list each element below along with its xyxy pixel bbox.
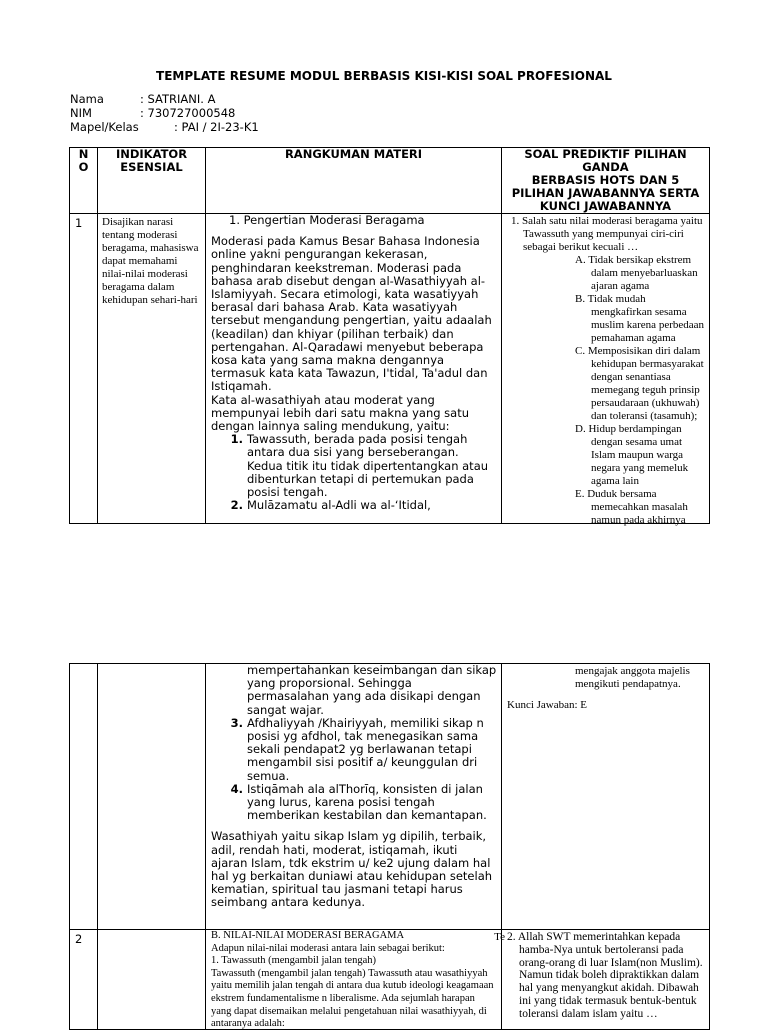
materi-cell bbox=[206, 664, 502, 930]
materi-paragraph: Kata al-wasathiyah atau moderat yang mempunyai lebih dari satu makna yang satu dengan lainnya saling mendukung, yaitu: bbox=[211, 392, 470, 434]
answer-option: A. Tidak bersikap ekstrem dalam menyebarluaskan ajaran agama bbox=[575, 254, 698, 292]
answer-option: mengajak anggota majelis mengikuti pendapatnya. bbox=[575, 665, 690, 690]
info-mapel bbox=[70, 120, 259, 134]
header-text: PILIHAN JAWABANNYA SERTA bbox=[511, 186, 700, 200]
header-materi bbox=[206, 148, 502, 214]
answer-option: E. Duduk bersama memecahkan masalah namun pada akhirnya bbox=[575, 488, 688, 526]
overlap-text: Te bbox=[494, 931, 505, 943]
soal-cell bbox=[502, 664, 710, 930]
header-text: KUNCI JAWABANNYA bbox=[539, 199, 672, 213]
soal-cell bbox=[502, 930, 710, 1030]
header-text: RANGKUMAN MATERI bbox=[284, 147, 423, 161]
header-text: O bbox=[78, 160, 89, 174]
row-number bbox=[70, 664, 98, 930]
materi-line: 1. Tawassuth (mengambil jalan tengah) bbox=[211, 955, 376, 967]
info-label: Mapel/Kelas bbox=[70, 120, 139, 134]
row-number: 2 bbox=[70, 930, 98, 1030]
header-text: INDIKATOR bbox=[115, 147, 188, 161]
materi-list bbox=[211, 433, 497, 512]
answer-option: B. Tidak mudah mengkafirkan sesama muslim karena perbedaan pemahaman agama bbox=[575, 293, 705, 344]
header-text: SOAL PREDIKTIF PILIHAN bbox=[524, 147, 687, 161]
question-text: 1. Salah satu nilai moderasi beragama yaitu Tawassuth yang mempunyai ciri-ciri sebagai berikut kecuali … bbox=[511, 215, 703, 253]
list-item: 2. Mulāzamatu al-Adli wa al-‘Itidal, bbox=[247, 499, 497, 512]
list-item: 1. Tawassuth, berada pada posisi tengah antara dua sisi yang berseberangan. Kedua titik itu tidak dipertentangkan atau dibenturkan tetapi di pertemukan pada posisi tengah. bbox=[247, 433, 497, 499]
answer-option: C. Memposisikan diri dalam kehidupan bermasyarakat dengan senantiasa memegang teguh prinsip persaudaraan (ukhuwah) dan toleransi (tasamuh); bbox=[575, 345, 704, 422]
table-row bbox=[70, 664, 710, 930]
header-text: GANDA bbox=[582, 160, 629, 174]
materi-list-title: 1. Pengertian Moderasi Beragama bbox=[229, 213, 425, 227]
answer-key: Kunci Jawaban: E bbox=[507, 699, 588, 711]
table-row bbox=[70, 930, 710, 1030]
list-item: 4. Istiqāmah ala alThorīq, konsisten di jalan yang lurus, karena posisi tengah memberikan kestabilan dan kemantapan. bbox=[247, 783, 497, 823]
info-nim bbox=[70, 106, 235, 120]
info-value: : 730727000548 bbox=[140, 106, 236, 120]
materi-cell bbox=[206, 214, 502, 524]
row-number: 1 bbox=[70, 214, 98, 524]
section-heading: B. NILAI-NILAI MODERASI BERAGAMA bbox=[211, 930, 405, 941]
materi-paragraph: Wasathiyah yaitu sikap Islam yg dipilih, terbaik, adil, rendah hati, moderat, istiqamah, ikuti ajaran Islam, tdk ekstrim u/ ke2 ujung dalam hal hal yg berkaitan duniawi atau kehidupan setelah kematian, spiritual tau jasmani tetapi harus seimbang antara kedunya. bbox=[211, 829, 493, 910]
info-value: : SATRIANI. A bbox=[140, 92, 216, 106]
info-label: Nama bbox=[70, 92, 104, 106]
header-no bbox=[70, 148, 98, 214]
materi-paragraph: Tawassuth (mengambil jalan tengah) Tawassuth atau wasathiyyah yaitu memilih jalan tengah di antara dua kutub ideologi keagamaan ekstrem fundamentalisme n liberalisme. Ada sejumlah harapan yang dapat disemaikan melalui pengetahuan nilai wasathiyyah, di antaranya adalah: bbox=[211, 967, 494, 1030]
answer-options bbox=[507, 254, 706, 527]
indikator-cell bbox=[98, 664, 206, 930]
indikator-cell bbox=[98, 930, 206, 1030]
info-value: : PAI / 2I-23-K1 bbox=[174, 120, 259, 134]
resume-table-continued bbox=[69, 663, 710, 1030]
list-item: 3. Afdhaliyyah /Khairiyyah, memiliki sikap n posisi yg afdhol, tak menegasikan sama sekali pendapat2 yg berlawanan tetapi mengambil sisi positif a/ keunggulan dri semua. bbox=[247, 717, 497, 783]
answer-option: D. Hidup berdampingan dengan sesama umat Islam maupun warga negara yang memeluk agama lain bbox=[575, 423, 689, 487]
table-row bbox=[70, 214, 710, 524]
info-label: NIM bbox=[70, 106, 92, 120]
indikator-cell: Disajikan narasi tentang moderasi beragama, mahasiswa dapat memahami nilai-nilai moderasi beragama dalam kehidupan sehari-hari bbox=[98, 214, 206, 524]
header-indikator bbox=[98, 148, 206, 214]
materi-paragraph: Moderasi pada Kamus Besar Bahasa Indonesia online yakni pengurangan kekerasan, penghindaran keekstreman. Moderasi pada bahasa arab disebut dengan al-Wasathiyyah al-Islamiyyah. Secara etimologi, kata wasatiyyah berasal dari bahasa Arab. Kata wasatiyyah tersebut mengandung pengertian, yaitu adaalah (keadilan) dan khiyar (pilihan terbaik) dan pertengahan. Al-Qaradawi menyebut beberapa kosa kata yang sama makna dengannya termasuk kata kata Tawazun, I'tidal, Ta'adul dan Istiqamah. bbox=[211, 234, 492, 394]
header-soal bbox=[502, 148, 710, 214]
materi-line: Adapun nilai-nilai moderasi antara lain sebagai berikut: bbox=[211, 942, 445, 954]
document-title: TEMPLATE RESUME MODUL BERBASIS KISI-KISI SOAL PROFESIONAL bbox=[156, 69, 612, 83]
info-nama bbox=[70, 92, 215, 106]
materi-paragraph: mempertahankan keseimbangan dan sikap yang proporsional. Sehingga permasalahan yang ada disikapi dengan sangat wajar. bbox=[247, 663, 497, 717]
header-text: N bbox=[78, 147, 89, 161]
header-text: ESENSIAL bbox=[120, 160, 183, 174]
table-header-row bbox=[70, 148, 710, 214]
question-text: 2. Allah SWT memerintahkan kepada hamba-Nya untuk bertoleransi pada orang-orang di luar Islam(non Muslim). Namun tidak boleh dipraktikkan dalam hal yang menyangkut akidah. Dibawah ini yang tidak termasuk bentuk-bentuk toleransi dalam islam yaitu … bbox=[507, 931, 703, 1020]
materi-list bbox=[211, 717, 497, 823]
soal-cell bbox=[502, 214, 710, 524]
materi-cell bbox=[206, 930, 505, 1030]
resume-table bbox=[69, 147, 710, 524]
header-text: BERBASIS HOTS DAN 5 bbox=[531, 173, 680, 187]
